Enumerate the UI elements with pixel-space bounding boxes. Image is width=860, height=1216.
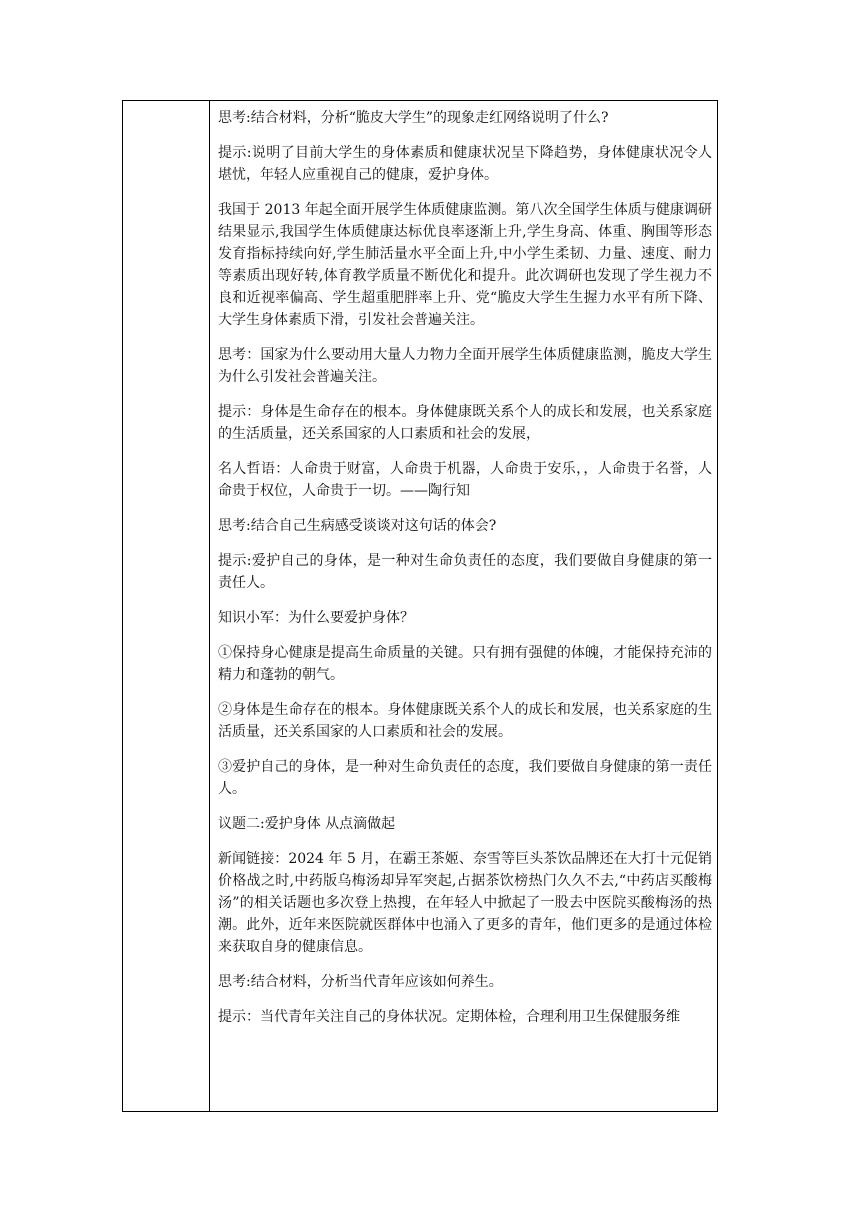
paragraph: ③爱护自己的身体，是一种对生命负责任的态度，我们要做自身健康的第一责任人。 [218,759,712,797]
paragraph: 提示：身体是生命存在的根本。身体健康既关系个人的成长和发展，也关系家庭的生活质量，还关系国家的人口素质和社会的发展， [218,404,712,442]
content-body [218,107,712,1041]
paragraph: 知识小军：为什么要爱护身体？ [218,610,414,626]
paragraph: 思考:结合自己生病感受谈谈对这句话的体会? [218,518,497,534]
paragraph: 思考：国家为什么要动用大量人力物力全面开展学生体质健康监测，脆皮大学生为什么引发社会普遍关注。 [218,347,712,385]
paragraph: 我国于 2013 年起全面开展学生体质健康监测。第八次全国学生体质与健康调研结果显示,我国学生体质健康达标优良率逐渐上升,学生身高、体重、胸围等形态发育指标持续向好,学生肺活量水平全面上升,中小学生柔韧、力量、速度、耐力等素质出现好转,体育教学质量不断优化和提升。此次调研也发现了学生视力不良和近视率偏高、学生超重肥胖率上升、党“脆皮大学生生握力水平有所下降、大学生身体素质下滑，引发社会普遍关注。 [218,202,712,328]
paragraph: 思考:结合材料，分析“脆皮大学生”的现象走红网络说明了什么? [218,110,609,126]
paragraph: 提示:说明了目前大学生的身体素质和健康状况呈下降趋势，身体健康状况令人堪忧，年轻人应重视自己的健康，爱护身体。 [218,145,712,183]
paragraph: ②身体是生命存在的根本。身体健康既关系个人的成长和发展，也关系家庭的生活质量，还关系国家的人口素质和社会的发展。 [218,702,712,740]
paragraph: 新闻链接：2024 年 5 月，在霸王茶姬、奈雪等巨头茶饮品牌还在大打十元促销价格战之时,中药版乌梅汤却异军突起,占据茶饮榜热门久久不去,“中药店买酸梅汤”的相关话题也多次登上热搜，在年轻人中掀起了一股去中医院买酸梅汤的热潮。此外，近年来医院就医群体中也涌入了更多的青年，他们更多的是通过体检来获取自身的健康信息。 [218,851,712,955]
paragraph: 思考:结合材料，分析当代青年应该如何养生。 [218,974,503,990]
paragraph: 名人哲语：人命贵于财富，人命贵于机器，人命贵于安乐，，人命贵于名誉，人命贵于权位，人命贵于一切。——陶行知 [218,461,712,499]
lesson-table [122,100,718,1110]
paragraph: 提示:爱护自己的身体，是一种对生命负责任的态度，我们要做自身健康的第一责任人。 [218,553,712,591]
section-heading: 议题二:爱护身体 从点滴做起 [218,816,396,832]
table-left-column [122,100,209,1112]
table-content-cell [209,100,718,1112]
paragraph: 提示：当代青年关注自己的身体状况。定期体检，合理利用卫生保健服务维 [218,1009,680,1025]
paragraph: ①保持身心健康是提高生命质量的关键。只有拥有强健的体魄，才能保持充沛的精力和蓬勃的朝气。 [218,645,712,683]
